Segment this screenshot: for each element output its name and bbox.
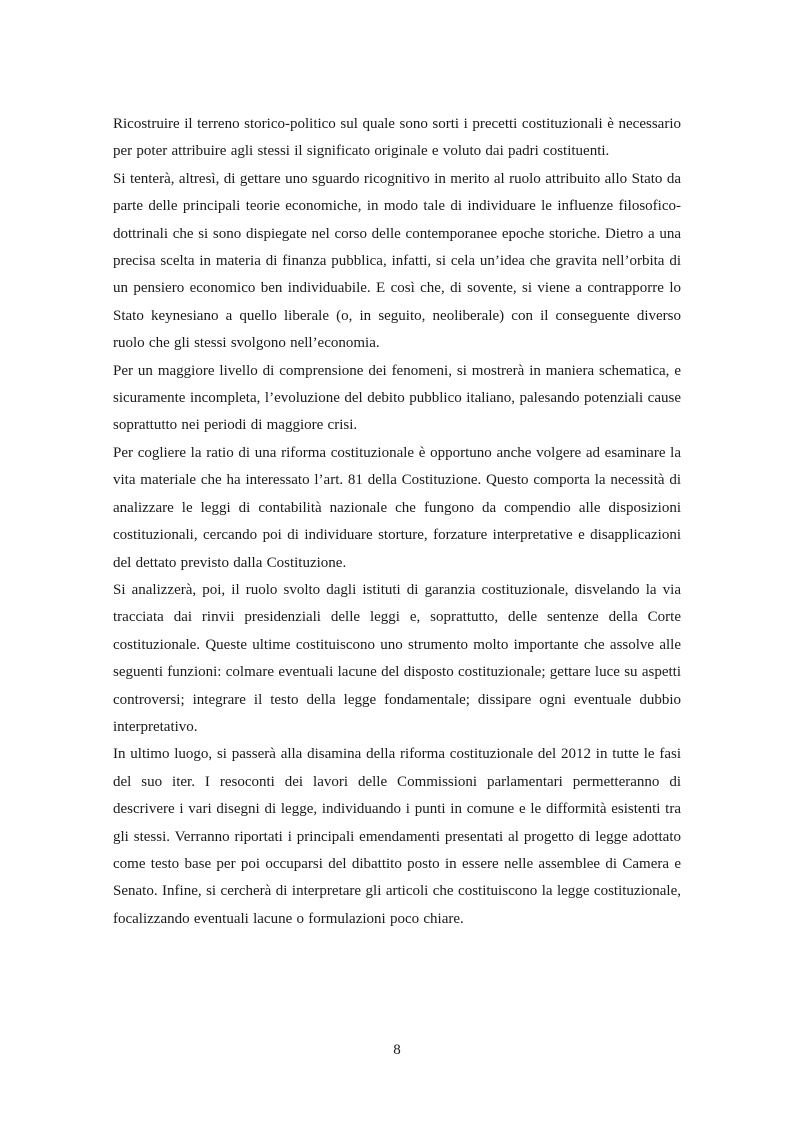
page-number: 8 — [393, 1042, 401, 1058]
paragraph-3: Per un maggiore livello di comprensione dei fenomeni, si mostrerà in maniera schematica, e sicuramente incompleta, l’evoluzione del debito pubblico italiano, palesando potenziali cause soprattutto nei periodi di maggiore crisi. — [113, 362, 681, 434]
paragraph-1: Ricostruire il terreno storico-politico sul quale sono sorti i precetti costituzionali è necessario per poter attribuire agli stessi il significato originale e voluto dai padri costituenti. — [113, 116, 681, 160]
paragraph-5: Si analizzerà, poi, il ruolo svolto dagli istituti di garanzia costituzionale, disvelando la via tracciata dai rinvii presidenziali delle leggi e, soprattutto, delle sentenze della Corte costituzionale. Queste ultime costituiscono uno strumento molto importante che assolve alle seguenti funzioni: colmare eventuali lacune del disposto costituzionale; gettare luce su aspetti controversi; integrare il testo della legge fondamentale; dissipare ogni eventuale dubbio interpretativo. — [113, 581, 681, 735]
paragraph-4: Per cogliere la ratio di una riforma costituzionale è opportuno anche volgere ad esaminare la vita materiale che ha interessato l’art. 81 della Costituzione. Questo comporta la necessità di analizzare le leggi di contabilità nazionale che fungono da compendio alle disposizioni costituzionali, cercando poi di individuare storture, forzature interpretative e disapplicazioni del dettato previsto dalla Costituzione. — [113, 444, 681, 571]
paragraph-2: Si tenterà, altresì, di gettare uno sguardo ricognitivo in merito al ruolo attribuito allo Stato da parte delle principali teorie economiche, in modo tale di individuare le influenze filosofico-dottrinali che si sono dispiegate nel corso delle contemporanee epoche storiche. Dietro a una precisa scelta in materia di finanza pubblica, infatti, si cela un’idea che gravita nell’orbita di un pensiero economico ben individuabile. E così che, di sovente, si viene a contrapporre lo Stato keynesiano a quello liberale (o, in seguito, neoliberale) con il conseguente diverso ruolo che gli stessi svolgono nell’economia. — [113, 170, 681, 352]
page-body — [113, 111, 681, 933]
paragraph-6: In ultimo luogo, si passerà alla disamina della riforma costituzionale del 2012 in tutte le fasi del suo iter. I resoconti dei lavori delle Commissioni parlamentari permetteranno di descrivere i vari disegni di legge, individuando i punti in comune e le difformità esistenti tra gli stessi. Verranno riportati i principali emendamenti presentati al progetto di legge adottato come testo base per poi occuparsi del dibattito posto in essere nelle assemblee di Camera e Senato. Infine, si cercherà di interpretare gli articoli che costituiscono la legge costituzionale, focalizzando eventuali lacune o formulazioni poco chiare. — [113, 746, 681, 927]
